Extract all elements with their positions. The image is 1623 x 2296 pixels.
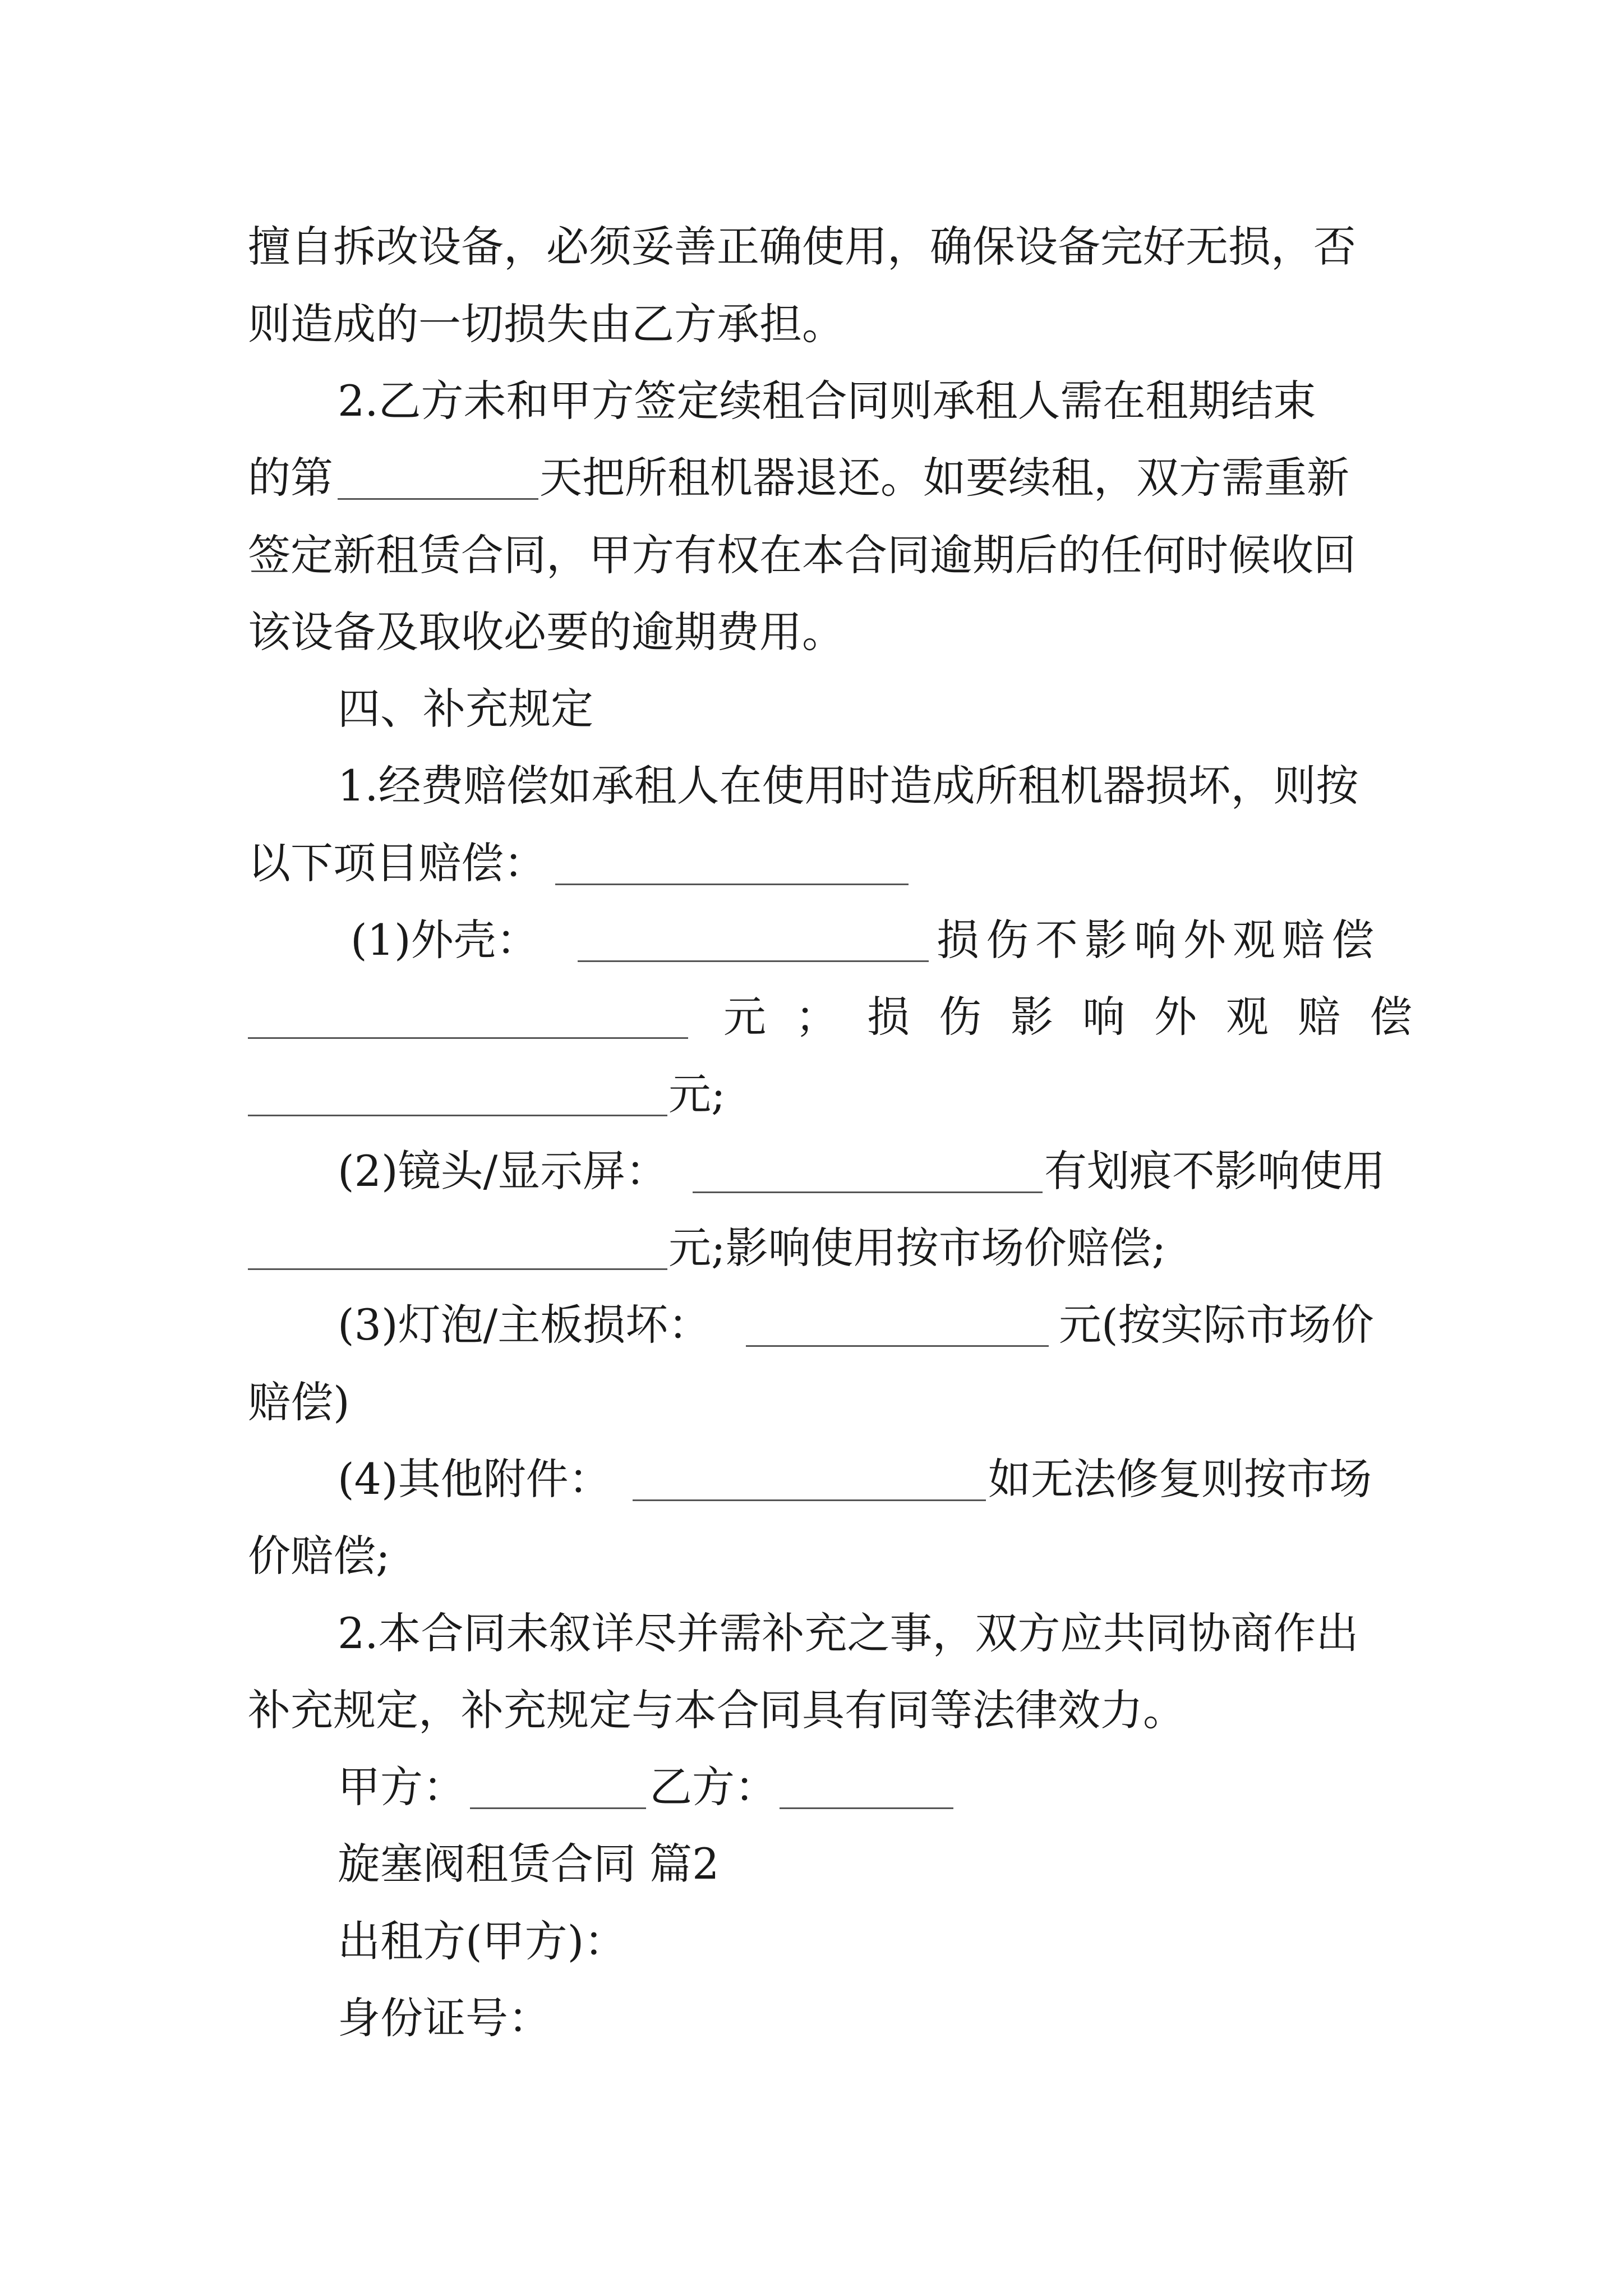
text-line: [0, 362, 1623, 440]
text-line: [0, 747, 1623, 825]
text-line: [0, 1517, 1623, 1595]
paragraph-text: 以下项目赔偿：: [248, 838, 546, 888]
party-b-blank[interactable]: [780, 1807, 953, 1809]
item-label: (4)其他附件：: [338, 1454, 611, 1504]
fill-in-blank[interactable]: [746, 1345, 1049, 1347]
paragraph-text: 2.本合同未叙详尽并需补充之事，双方应共同协商作出: [338, 1608, 1359, 1658]
fill-in-blank[interactable]: [578, 960, 929, 962]
text-line: [0, 208, 1623, 286]
fill-in-blank[interactable]: [248, 1268, 667, 1270]
text-line: [0, 1902, 1623, 1981]
paragraph-text: 元；损伤影响外观赔偿: [723, 992, 1441, 1042]
text-line: [0, 1594, 1623, 1673]
item-label: (3)灯泡/主板损坏：: [338, 1300, 711, 1350]
fill-in-blank[interactable]: [693, 1191, 1043, 1193]
item-label: (1)外壳：: [351, 915, 539, 965]
text-line: [0, 824, 1623, 903]
paragraph-text: 赔偿): [248, 1377, 350, 1427]
fill-in-blank[interactable]: [248, 1115, 667, 1116]
paragraph-text: 元;影响使用按市场价赔偿;: [668, 1223, 1166, 1273]
text-line: [0, 1825, 1623, 1903]
paragraph-text: 1.经费赔偿如承租人在使用时造成所租机器损坏，则按: [338, 761, 1359, 811]
text-line: [0, 439, 1623, 517]
fill-in-blank[interactable]: [338, 498, 538, 500]
paragraph-text: 补充规定，补充规定与本合同具有同等法律效力。: [248, 1685, 1186, 1735]
text-line: [0, 1286, 1623, 1364]
paragraph-text: 元;: [668, 1069, 726, 1119]
text-line: [0, 1440, 1623, 1519]
item-label: (2)镜头/显示屏：: [338, 1146, 668, 1196]
text-line: [0, 285, 1623, 364]
paragraph-text: 2.乙方未和甲方签定续租合同则承租人需在租期结束: [338, 376, 1316, 426]
text-line: [0, 516, 1623, 595]
party-b-label: 乙方：: [649, 1762, 777, 1812]
fill-in-blank[interactable]: [555, 884, 909, 885]
text-line: [0, 1055, 1623, 1134]
paragraph-text: 天把所租机器退还。如要续租，双方需重新: [540, 453, 1349, 503]
section-heading: 四、补充规定: [338, 684, 593, 734]
paragraph-text: 该设备及取收必要的逾期费用。: [248, 607, 845, 657]
party-a-label: 甲方：: [338, 1762, 465, 1812]
fill-in-blank[interactable]: [248, 1037, 688, 1039]
signature-line: [0, 1748, 1623, 1826]
id-number-label: 身份证号：: [338, 1993, 551, 2043]
text-line: [0, 1671, 1623, 1750]
fill-in-blank[interactable]: [633, 1499, 986, 1501]
text-line: [0, 1209, 1623, 1287]
paragraph-text: 有划痕不影响使用: [1044, 1146, 1385, 1196]
paragraph-text: 则造成的一切损失由乙方承担。: [248, 299, 845, 349]
text-line: [0, 978, 1623, 1056]
paragraph-text: 擅自拆改设备，必须妥善正确使用，确保设备完好无损，否: [248, 222, 1356, 272]
paragraph-text: 价赔偿;: [248, 1531, 390, 1581]
contract-title: 旋塞阀租赁合同 篇2: [338, 1839, 720, 1889]
lessor-label: 出租方(甲方)：: [338, 1916, 627, 1966]
paragraph-text: 如无法修复则按市场: [988, 1454, 1372, 1504]
paragraph-text: 元(按实际市场价: [1059, 1300, 1374, 1350]
text-line: [0, 1132, 1623, 1211]
text-line: [0, 1979, 1623, 2058]
paragraph-text: 损伤不影响外观赔偿: [937, 915, 1381, 965]
party-a-blank[interactable]: [470, 1807, 646, 1809]
text-line: [0, 670, 1623, 748]
paragraph-text: 的第: [248, 453, 333, 503]
paragraph-text: 签定新租赁合同，甲方有权在本合同逾期后的任何时候收回: [248, 530, 1356, 580]
text-line: [0, 901, 1623, 979]
text-line: [0, 593, 1623, 671]
text-line: [0, 1363, 1623, 1442]
